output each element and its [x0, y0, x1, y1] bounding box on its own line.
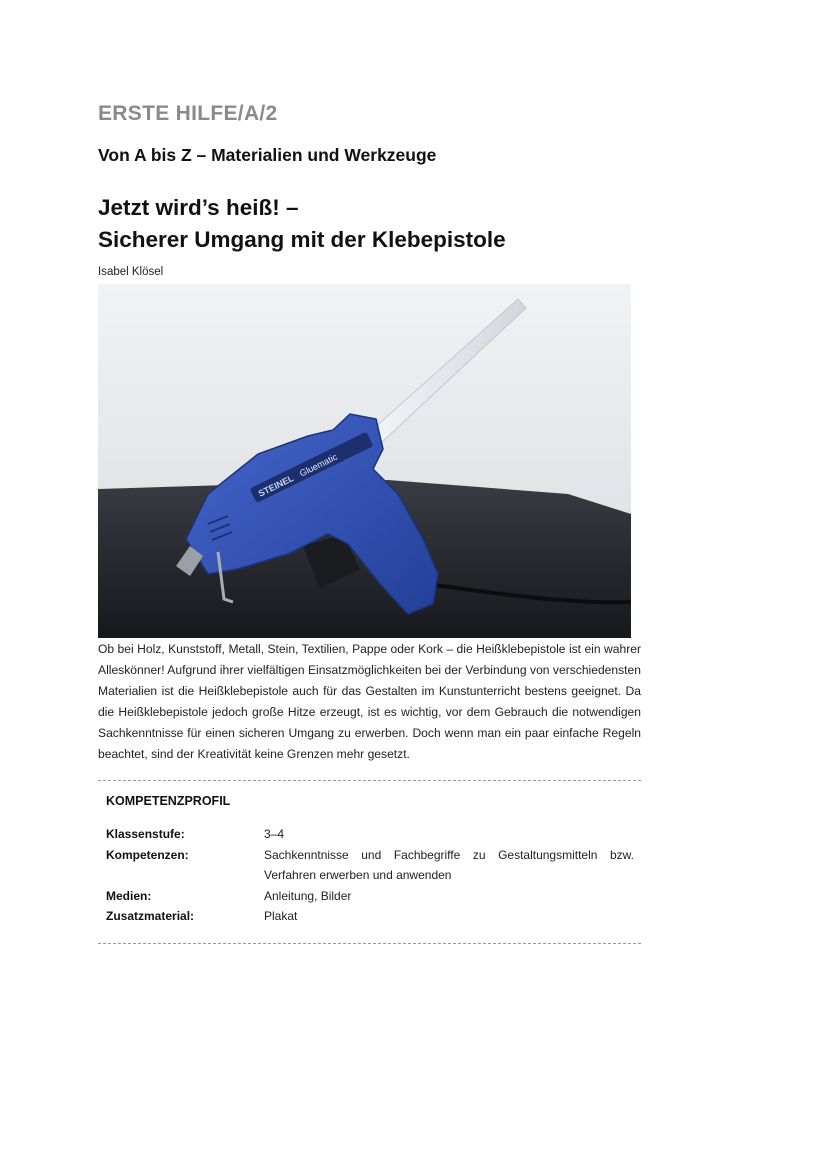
- intro-paragraph: Ob bei Holz, Kunststoff, Metall, Stein, Textilien, Pappe oder Kork – die Heißklebepistole ist ein wahrer Alleskönner! Aufgrund ihrer vielfältigen Einsatzmöglichkeiten bei der Verbindung von verschiedensten Materialien ist die Heißklebepistole auch für das Gestalten im Kunstunterricht bestens geeignet. Da die Heißklebepistole jedoch große Hitze erzeugt, ist es wichtig, vor dem Gebrauch die notwendigen Sachkenntnisse für einen sicheren Umgang zu erwerben. Doch wenn man ein paar einfache Regeln beachtet, sind der Kreativität keine Grenzen mehr gesetzt.: [98, 642, 641, 761]
- series-label: ERSTE HILFE/A/2: [98, 102, 278, 125]
- kp-label: Klassenstufe:: [106, 827, 185, 841]
- kp-value: Anleitung, Bilder: [264, 889, 352, 903]
- kp-value: Sachkenntnisse und Fachbegriffe zu Gestaltungsmitteln bzw. Verfahren erwerben und anwenden: [264, 848, 634, 882]
- title-line-2: Sicherer Umgang mit der Klebepistole: [98, 227, 506, 252]
- brand-label: STEINEL: [256, 473, 296, 499]
- kp-value: Plakat: [264, 909, 298, 923]
- divider-bottom: [98, 943, 641, 944]
- kp-label: Medien:: [106, 889, 152, 903]
- divider-top: [98, 780, 641, 781]
- title-line-1: Jetzt wird’s heiß! –: [98, 195, 299, 220]
- glue-gun-illustration: [98, 284, 631, 638]
- kp-value: 3–4: [264, 827, 285, 841]
- glue-gun-photo: [98, 284, 631, 638]
- author-name: Isabel Klösel: [98, 266, 164, 278]
- model-label: Gluematic: [298, 451, 339, 479]
- section-subtitle: Von A bis Z – Materialien und Werkzeuge: [98, 145, 437, 165]
- kp-label: Zusatzmaterial:: [106, 909, 195, 923]
- kompetenzprofil-heading: KOMPETENZPROFIL: [106, 794, 231, 808]
- page-title: [98, 192, 506, 256]
- kp-label: Kompetenzen:: [106, 848, 189, 862]
